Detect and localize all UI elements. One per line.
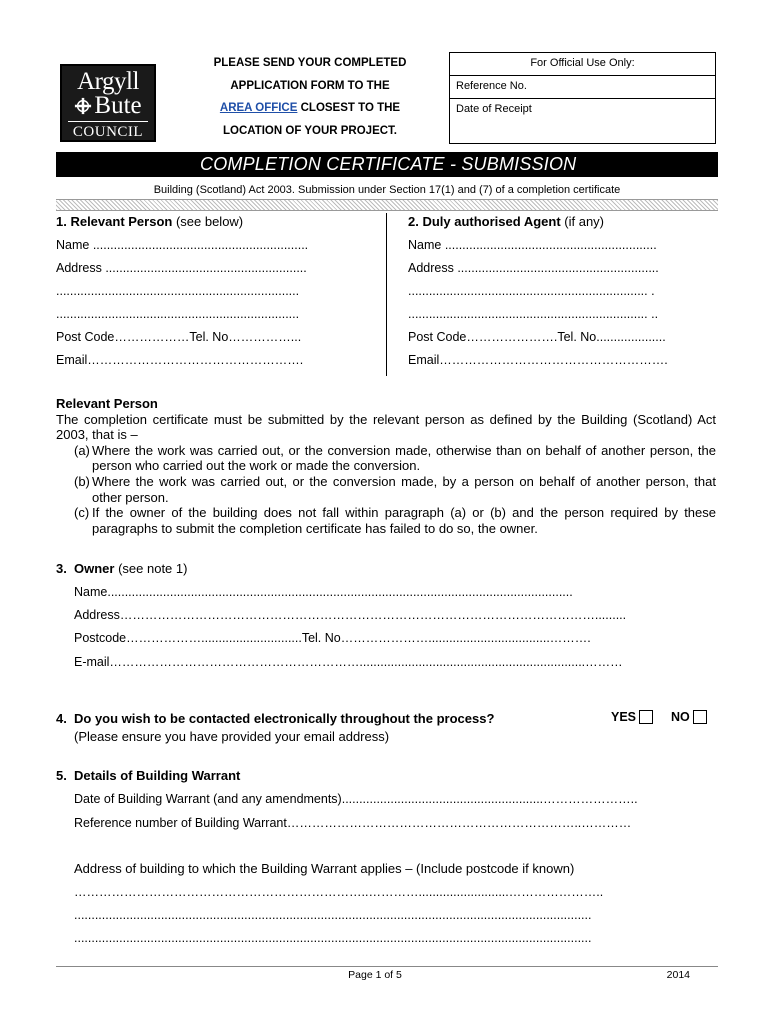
owner-email-field[interactable]: E-mail…………………………………………………….................................................................……… — [74, 655, 623, 669]
warrant-date-field[interactable]: Date of Building Warrant (and any amendments)..........................................................………………….. — [74, 792, 638, 806]
relevant-person-section — [56, 214, 376, 376]
yes-option[interactable] — [611, 710, 653, 724]
section-1-heading-bold: 1. Relevant Person — [56, 214, 173, 229]
footer-divider — [56, 966, 718, 967]
section-1-heading-rest: (see below) — [172, 214, 244, 229]
relevant-person-address-field[interactable]: Address .......................................................... — [56, 261, 307, 275]
section-1-heading — [56, 214, 376, 229]
agent-address-line-2[interactable]: ..................................................................... . — [408, 284, 655, 298]
reference-number-field[interactable]: Reference No. — [450, 76, 715, 99]
section-3-heading-bold: Owner — [74, 561, 115, 576]
section-5-heading — [56, 768, 716, 783]
warrant-address-label: Address of building to which the Building Warrant applies – (Include postcode if known) — [74, 861, 575, 876]
relevant-person-address-line-2[interactable]: ...................................................................... — [56, 284, 300, 298]
no-checkbox[interactable] — [693, 710, 707, 724]
no-option[interactable] — [671, 710, 707, 724]
list-item-key: (b) — [74, 473, 90, 489]
section-3-heading — [56, 561, 716, 576]
list-item-key: (a) — [74, 442, 90, 458]
official-use-heading: For Official Use Only: — [450, 53, 715, 76]
council-logo — [60, 64, 156, 142]
relevant-person-email-field[interactable]: Email……………………………………………. — [56, 353, 304, 367]
list-item — [56, 474, 716, 505]
agent-address-field[interactable]: Address .......................................................... — [408, 261, 659, 275]
relevant-person-intro: The completion certificate must be submitted by the relevant person as defined by the Building (Scotland) Act 2003, that is – — [56, 411, 716, 443]
section-4-note: (Please ensure you have provided your email address) — [74, 729, 390, 744]
send-notice-line-3 — [190, 102, 430, 114]
relevant-person-address-line-3[interactable]: ...................................................................... — [56, 307, 300, 321]
list-item — [56, 443, 716, 474]
send-notice-line-2: APPLICATION FORM TO THE — [230, 80, 390, 92]
agent-address-line-3[interactable]: ..................................................................... .. — [408, 307, 659, 321]
section-2-heading — [408, 214, 728, 229]
agent-name-field[interactable]: Name ............................................................. — [408, 238, 657, 252]
yes-checkbox[interactable] — [639, 710, 653, 724]
section-2-heading-bold: 2. Duly authorised Agent — [408, 214, 561, 229]
footer-year: 2014 — [666, 969, 690, 981]
warrant-address-line-3[interactable]: ..................................................................................................................................................... — [74, 931, 592, 945]
list-item-text: Where the work was carried out, or the conversion made, by a person on behalf of another person, that other person. — [92, 473, 716, 505]
relevant-person-postcode-tel-field[interactable]: Post Code………………Tel. No……………... — [56, 330, 302, 344]
yes-label: YES — [611, 710, 637, 724]
section-5-number: 5. — [56, 768, 67, 783]
owner-name-field[interactable]: Name...................................................................................................................................... — [74, 585, 573, 599]
page-title: COMPLETION CERTIFICATE - SUBMISSION — [56, 152, 718, 177]
area-office-link[interactable]: AREA OFFICE — [219, 102, 298, 114]
relevant-person-heading: Relevant Person — [56, 396, 158, 411]
agent-postcode-tel-field[interactable]: Post Code………………….Tel. No.................... — [408, 330, 666, 344]
celtic-cross-icon — [74, 97, 92, 115]
section-3-number: 3. — [56, 561, 67, 576]
section-4-number: 4. — [56, 711, 67, 726]
section-5-heading-text: Details of Building Warrant — [74, 768, 241, 783]
column-divider — [386, 213, 387, 376]
logo-line-3: COUNCIL — [68, 121, 148, 141]
agent-email-field[interactable]: Email………………………………………………. — [408, 353, 668, 367]
section-3-heading-rest: (see note 1) — [114, 561, 188, 576]
owner-address-field[interactable]: Address……………………………………………………………………………………………………......... — [74, 608, 627, 622]
official-use-box — [449, 52, 716, 144]
date-of-receipt-field[interactable]: Date of Receipt — [456, 103, 532, 115]
send-notice-line-1: PLEASE SEND YOUR COMPLETED — [213, 57, 407, 69]
warrant-address-line-1[interactable]: ……………………………………………………………..…………..........................………………….. — [74, 885, 604, 899]
owner-postcode-tel-field[interactable]: Postcode……………….............................Tel. No…………………...................................………. — [74, 631, 591, 645]
agent-section — [408, 214, 728, 376]
send-notice-line-4: LOCATION OF YOUR PROJECT. — [222, 125, 397, 137]
list-item-text: Where the work was carried out, or the conversion made, otherwise than on behalf of another person, the person who carried out the work or made the conversion. — [92, 442, 716, 474]
list-item — [56, 505, 716, 536]
logo-line-2-text: Bute — [94, 92, 142, 119]
logo-line-2 — [62, 94, 154, 117]
logo-line-1: Argyll — [77, 68, 139, 95]
relevant-person-notes — [56, 396, 716, 536]
warrant-reference-field[interactable]: Reference number of Building Warrant……………………………………………………………..………… — [74, 816, 632, 830]
hatched-divider — [56, 199, 718, 211]
page-number: Page 1 of 5 — [348, 969, 402, 981]
page-subtitle: Building (Scotland) Act 2003. Submission under Section 17(1) and (7) of a completion certificate — [153, 184, 621, 196]
section-2-heading-rest: (if any) — [560, 214, 604, 229]
list-item-text: If the owner of the building does not fall within paragraph (a) or (b) and the person required by these paragraphs to submit the completion certificate has failed to do so, the owner. — [92, 505, 716, 536]
warrant-address-line-2[interactable]: ..................................................................................................................................................... — [74, 908, 592, 922]
relevant-person-name-field[interactable]: Name .............................................................. — [56, 238, 309, 252]
list-item-key: (c) — [74, 505, 90, 521]
no-label: NO — [671, 710, 690, 724]
section-4-question-text: Do you wish to be contacted electronically throughout the process? — [74, 711, 495, 726]
send-notice-line-3-rest: CLOSEST TO THE — [297, 102, 401, 114]
